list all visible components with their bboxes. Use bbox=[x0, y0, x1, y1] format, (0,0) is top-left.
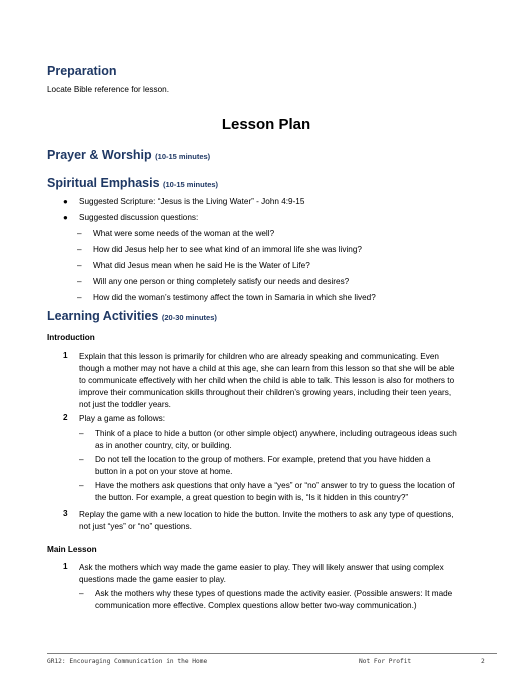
spiritual-bullet: Suggested Scripture: “Jesus is the Living Water” - John 4:9-15 bbox=[79, 197, 305, 206]
item-line: not just the toddler years. bbox=[79, 400, 171, 409]
item-line: not just “yes” or “no” questions. bbox=[79, 522, 192, 531]
dash-icon: – bbox=[79, 589, 84, 598]
item-line: Replay the game with a new location to hide the button. Invite the mothers to ask any type of questions, bbox=[79, 510, 454, 519]
footer-title: GR12: Encouraging Communication in the Home bbox=[47, 658, 208, 665]
bullet-icon: ● bbox=[63, 213, 68, 222]
item-number: 1 bbox=[63, 351, 68, 360]
sub-line: Ask the mothers why these types of questions made the activity easier. (Possible answers: It made bbox=[95, 589, 453, 598]
prayer-time: (10-15 minutes) bbox=[155, 152, 211, 161]
preparation-text: Locate Bible reference for lesson. bbox=[47, 85, 169, 94]
question-item: What did Jesus mean when he said He is the Water of Life? bbox=[93, 261, 310, 270]
sub-line: as in another country, city, or building. bbox=[95, 441, 232, 450]
question-item: What were some needs of the woman at the well? bbox=[93, 229, 275, 238]
dash-icon: – bbox=[79, 429, 84, 438]
sub-line: button in a pot on your stove at home. bbox=[95, 467, 233, 476]
footer-notice: Not For Profit bbox=[359, 658, 412, 665]
sub-line: the button. For example, a great question to begin with is, “Is it hidden in this country?” bbox=[95, 493, 409, 502]
item-line: questions made the game easier to play. bbox=[79, 575, 226, 584]
learning-heading-text: Learning Activities bbox=[47, 309, 159, 323]
learning-time: (20-30 minutes) bbox=[161, 313, 217, 322]
item-number: 2 bbox=[63, 413, 68, 422]
main-lesson-heading: Main Lesson bbox=[47, 545, 97, 554]
item-line: Explain that this lesson is primarily for children who are already speaking and communicating. Even bbox=[79, 352, 439, 361]
sub-line: Think of a place to hide a button (or other simple object) anywhere, including outrageous ideas such bbox=[95, 429, 457, 438]
learning-heading bbox=[47, 309, 217, 323]
footer-rule bbox=[47, 653, 497, 654]
page-title: Lesson Plan bbox=[221, 116, 311, 133]
spiritual-heading-text: Spiritual Emphasis bbox=[47, 176, 160, 190]
item-line: Ask the mothers which way made the game easier to play. They will likely answer that using complex bbox=[79, 563, 444, 572]
dash-icon: – bbox=[77, 229, 82, 238]
sub-line: communication more effective. Complex questions allow better two-way communication.) bbox=[95, 601, 417, 610]
item-line: improve their communication skills throughout their children’s growing years, including their teen years, bbox=[79, 388, 452, 397]
question-item: Will any one person or thing completely satisfy our needs and desires? bbox=[93, 277, 350, 286]
dash-icon: – bbox=[77, 277, 82, 286]
dash-icon: – bbox=[77, 293, 82, 302]
bullet-icon: ● bbox=[63, 197, 68, 206]
item-number: 1 bbox=[63, 562, 68, 571]
item-line: Play a game as follows: bbox=[79, 414, 166, 423]
preparation-heading: Preparation bbox=[47, 64, 117, 78]
sub-line: Do not tell the location to the group of mothers. For example, pretend that you have hidden a bbox=[95, 455, 431, 464]
question-item: How did Jesus help her to see what kind of an immoral life she was living? bbox=[93, 245, 362, 254]
question-item: How did the woman’s testimony affect the town in Samaria in which she lived? bbox=[93, 293, 376, 302]
dash-icon: – bbox=[79, 455, 84, 464]
prayer-heading-text: Prayer & Worship bbox=[47, 148, 152, 162]
prayer-heading bbox=[47, 148, 210, 162]
dash-icon: – bbox=[77, 261, 82, 270]
item-line: though a mother may not have a child at this age, she can learn from this lesson so that she will be able bbox=[79, 364, 455, 373]
page-number: 2 bbox=[481, 658, 485, 665]
item-number: 3 bbox=[63, 509, 68, 518]
spiritual-bullet: Suggested discussion questions: bbox=[79, 213, 199, 222]
spiritual-heading bbox=[47, 176, 218, 190]
sub-line: Have the mothers ask questions that only have a “yes” or “no” answer to try to guess the location of bbox=[95, 481, 455, 490]
item-line: to communicate effectively with her child when the child is able to talk. This lesson is also for mothers to bbox=[79, 376, 455, 385]
introduction-heading: Introduction bbox=[47, 333, 95, 342]
dash-icon: – bbox=[79, 481, 84, 490]
dash-icon: – bbox=[77, 245, 82, 254]
spiritual-time: (10-15 minutes) bbox=[163, 180, 219, 189]
